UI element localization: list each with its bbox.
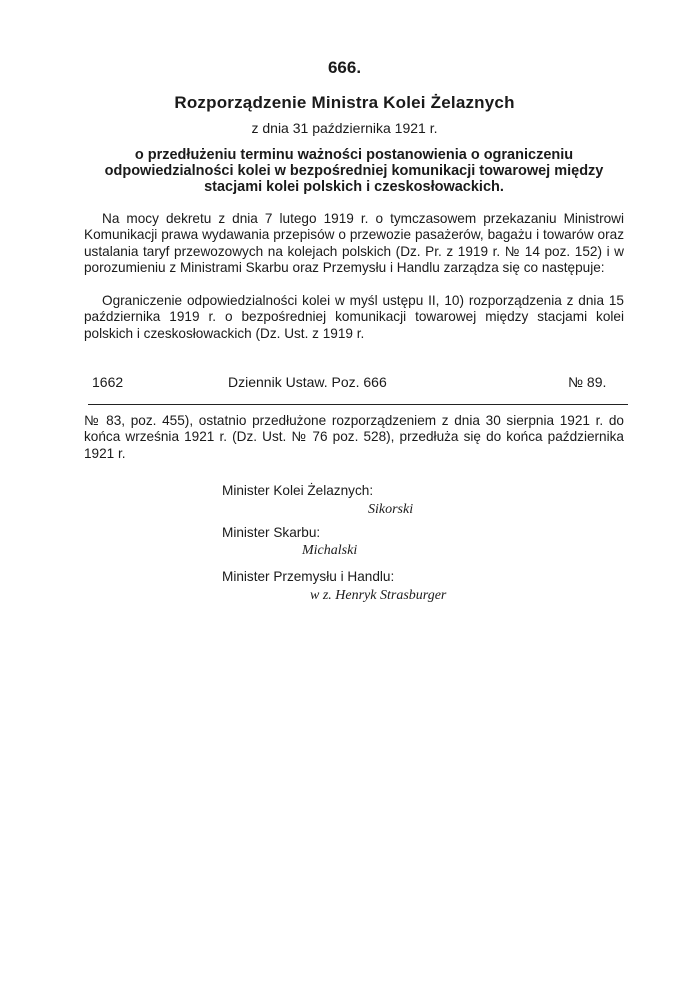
signature-name-2: Michalski — [302, 543, 358, 558]
act-number: 666. — [327, 58, 362, 77]
header-rule — [88, 404, 628, 405]
journal-header: Dziennik Ustaw. Poz. 666 — [228, 374, 387, 390]
signature-name-1: Sikorski — [368, 502, 414, 517]
continuation-paragraph: № 83, poz. 455), ostatnio przedłużone rozporządzeniem z dnia 30 sierpnia 1921 r. do końca września 1921 r. (Dz. Ust. № 76 poz. 528), przedłuża się do końca października 1921 r. — [84, 413, 624, 461]
main-paragraph: Ograniczenie odpowiedzialności kolei w myśl ustępu II, 10) rozporządzenia z dnia 15 października 1919 r. o bezpośredniej komunikacji towarowej między stacjami kolei polskich i czeskosłowackich (Dz. Ust. z 1919 r. — [84, 293, 624, 341]
signature-role-2: Minister Skarbu: — [222, 525, 321, 540]
signature-name-3: w z. Henryk Strasburger — [310, 588, 447, 603]
regulation-title: Rozporządzenie Ministra Kolei Żelaznych — [174, 93, 515, 112]
preamble-paragraph: Na mocy dekretu z dnia 7 lutego 1919 r. o tymczasowem przekazaniu Ministrowi Komunikacji prawa wydawania przepisów o przewozie pasażerów, bagażu i towarów oraz ustalania taryf przewozowych na kolejach polskich (Dz. Pr. z 1919 r. № 14 poz. 152) i w porozumieniu z Ministrami Skarbu oraz Przemysłu i Handlu zarządza się co następuje: — [84, 211, 624, 276]
regulation-subject: o przedłużeniu terminu ważności postanowienia o ograniczeniu odpowiedzialności kolei w bezpośredniej komunikacji towarowej między stacjami kolei polskich i czeskosłowackich. — [104, 147, 604, 195]
issue-number: № 89. — [568, 374, 607, 390]
signature-role-1: Minister Kolei Żelaznych: — [222, 483, 374, 498]
page-number: 1662 — [92, 374, 124, 390]
signature-role-3: Minister Przemysłu i Handlu: — [222, 569, 395, 584]
regulation-date: z dnia 31 października 1921 r. — [251, 120, 438, 136]
